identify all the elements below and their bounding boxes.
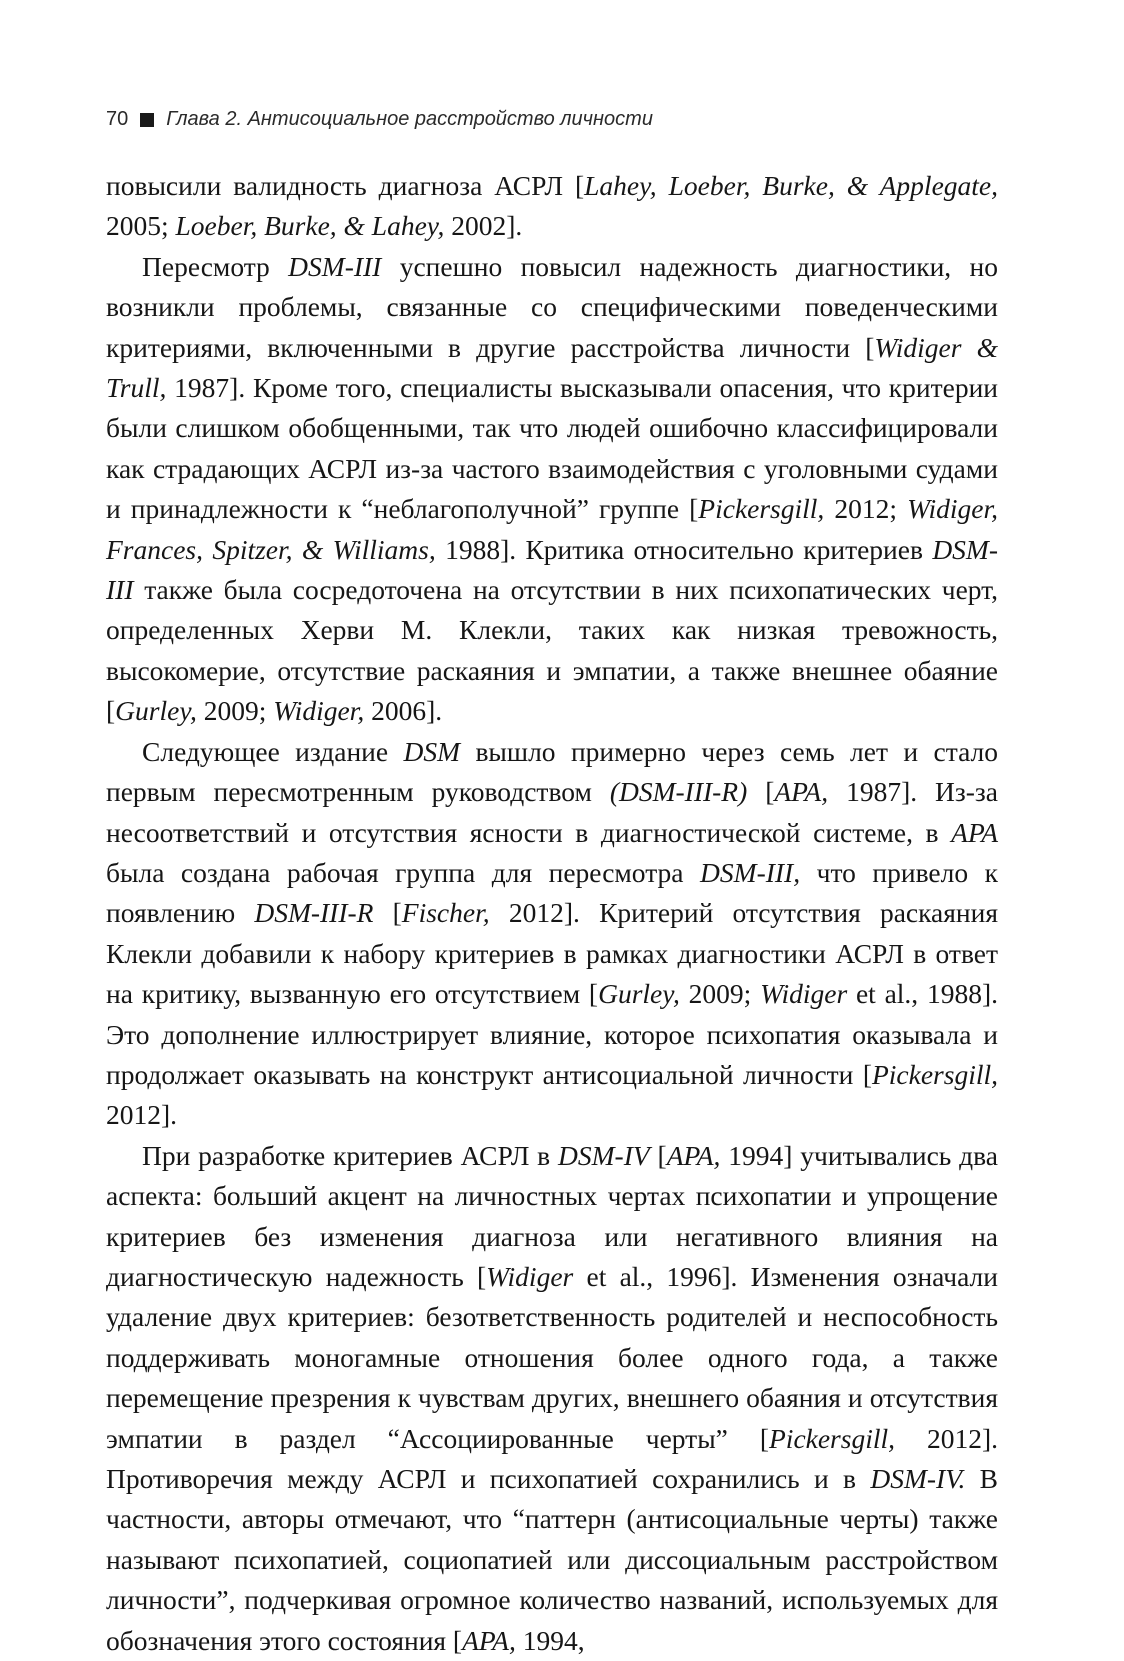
text-run: 1987]. Кроме того, специалисты высказывали опасения, что критерии были слишком обобщенными, так что людей ошибочно классифицировали как страдающих АСРЛ из-за частого взаимодействия с уголовными судами и принадлежности к “неблагополучной” группе [ <box>106 372 998 525</box>
text-run: 2012; <box>824 493 908 525</box>
italic-run: Gurley, <box>598 978 680 1010</box>
text-run: et al., 1996]. Изменения означали удаление двух критериев: безответственность родителей и неспособность поддерживать моногамные отношения более одного года, а также перемещение презрения к чувствам других, внешнего обаяния и отсутствия эмпатии в раздел “Ассоциированные черты” [ <box>106 1260 998 1454</box>
paragraph <box>106 1136 998 1661</box>
text-run: et al., 1988]. Это дополнение иллюстрирует влияние, которое психопатия оказывала и продолжает оказывать на конструкт антисоциальной личности [ <box>106 978 999 1090</box>
text-run: 2009; <box>196 695 274 727</box>
square-bullet-icon <box>140 113 154 127</box>
text-run: 2006]. <box>364 695 443 727</box>
text-run: 2009; <box>679 978 761 1010</box>
text-run: успешно повысил надежность диагностики, но возникли проблемы, связанные со специфическими поведенческими критериями, включенными в другие расстройства личности [ <box>106 250 998 363</box>
italic-run: Fischer, <box>401 897 490 929</box>
italic-run: Widiger <box>486 1260 574 1292</box>
running-header <box>106 108 653 131</box>
text-run: [ <box>747 776 775 808</box>
text-run: также была сосредоточена на отсутствии в них психопатических черт, определенных Херви М. Клекли, таких как низкая тревожность, высокомерие, отсутствие раскаяния и эмпатии, а также внешнее обаяние [ <box>106 574 998 727</box>
italic-run: Widiger & Trull, <box>106 331 998 404</box>
italic-run: Lahey, Loeber, Burke, & Applegate, <box>584 170 998 201</box>
text-run: вышло примерно через семь лет и стало первым пересмотренным руководством <box>106 735 998 808</box>
text-run: При разработке критериев АСРЛ в <box>142 1139 559 1171</box>
page-number: 70 <box>106 108 129 130</box>
italic-run: Loeber, Burke, & Lahey, <box>175 210 445 242</box>
italic-run: (DSM-III-R) <box>609 776 748 808</box>
paragraph <box>106 166 998 247</box>
italic-run: Pickersgill, <box>698 493 825 525</box>
italic-run: DSM-III <box>288 250 382 282</box>
italic-run: APA, <box>462 1624 516 1656</box>
text-run: 2002]. <box>444 210 523 242</box>
italic-run: Gurley, <box>115 695 197 727</box>
italic-run: Pickersgill, <box>871 1058 998 1090</box>
body-text <box>106 166 998 1661</box>
italic-run: Widiger, Frances, Spitzer, & Williams, <box>106 493 999 565</box>
text-run: повысили валидность диагноза АСРЛ [ <box>106 170 585 201</box>
text-run: 1994] учитывались два аспекта: больший акцент на личностных чертах психопатии и упрощение критериев без изменения диагноза или негативного влияния на диагностическую надежность [ <box>106 1139 998 1292</box>
text-run: В частности, авторы отмечают, что “паттерн (антисоциальные черты) также называют психопатией, социопатией или диссоциальным расстройством личности”, подчеркивая огромное количество названий, используемых для обозначения этого состояния [ <box>106 1463 998 1656</box>
italic-run: DSM-III <box>106 533 998 606</box>
italic-run: Pickersgill, <box>769 1422 896 1454</box>
text-run: [ <box>649 1139 667 1171</box>
italic-run: DSM-III, <box>700 856 801 888</box>
text-run: что привело к появлению <box>106 856 998 929</box>
italic-run: APA <box>951 816 998 848</box>
text-run: 1988]. Критика относительно критериев <box>435 533 933 565</box>
paragraph <box>106 732 998 1136</box>
text-run: 2012]. <box>106 1099 178 1131</box>
italic-run: APA, <box>666 1139 721 1171</box>
text-run: 2005; <box>106 210 176 242</box>
paragraph <box>106 247 998 732</box>
text-run: 2012]. Противоречия между АСРЛ и психопатией сохранились и в <box>106 1422 998 1494</box>
text-run: Следующее издание <box>142 735 404 767</box>
text-run: 1987]. Из-за несоответствий и отсутствия ясности в диагностической системе, в <box>106 776 998 848</box>
italic-run: DSM-III-R <box>254 897 374 929</box>
chapter-title: Глава 2. Антисоциальное расстройство личности <box>166 108 653 130</box>
italic-run: Widiger, <box>273 695 365 727</box>
italic-run: Widiger <box>760 978 848 1010</box>
italic-run: DSM <box>403 735 461 767</box>
italic-run: APA, <box>774 776 829 808</box>
text-run: 2012]. Критерий отсутствия раскаяния Клекли добавили к набору критериев в рамках диагностики АСРЛ в ответ на критику, вызванную его отсутствием [ <box>106 897 998 1010</box>
text-run: [ <box>373 897 402 929</box>
text-run: 1994, <box>515 1624 585 1656</box>
italic-run: DSM-IV. <box>870 1463 966 1494</box>
text-run: была создана рабочая группа для пересмотра <box>106 856 701 888</box>
text-run: Пересмотр <box>142 250 289 282</box>
italic-run: DSM-IV <box>558 1139 650 1171</box>
